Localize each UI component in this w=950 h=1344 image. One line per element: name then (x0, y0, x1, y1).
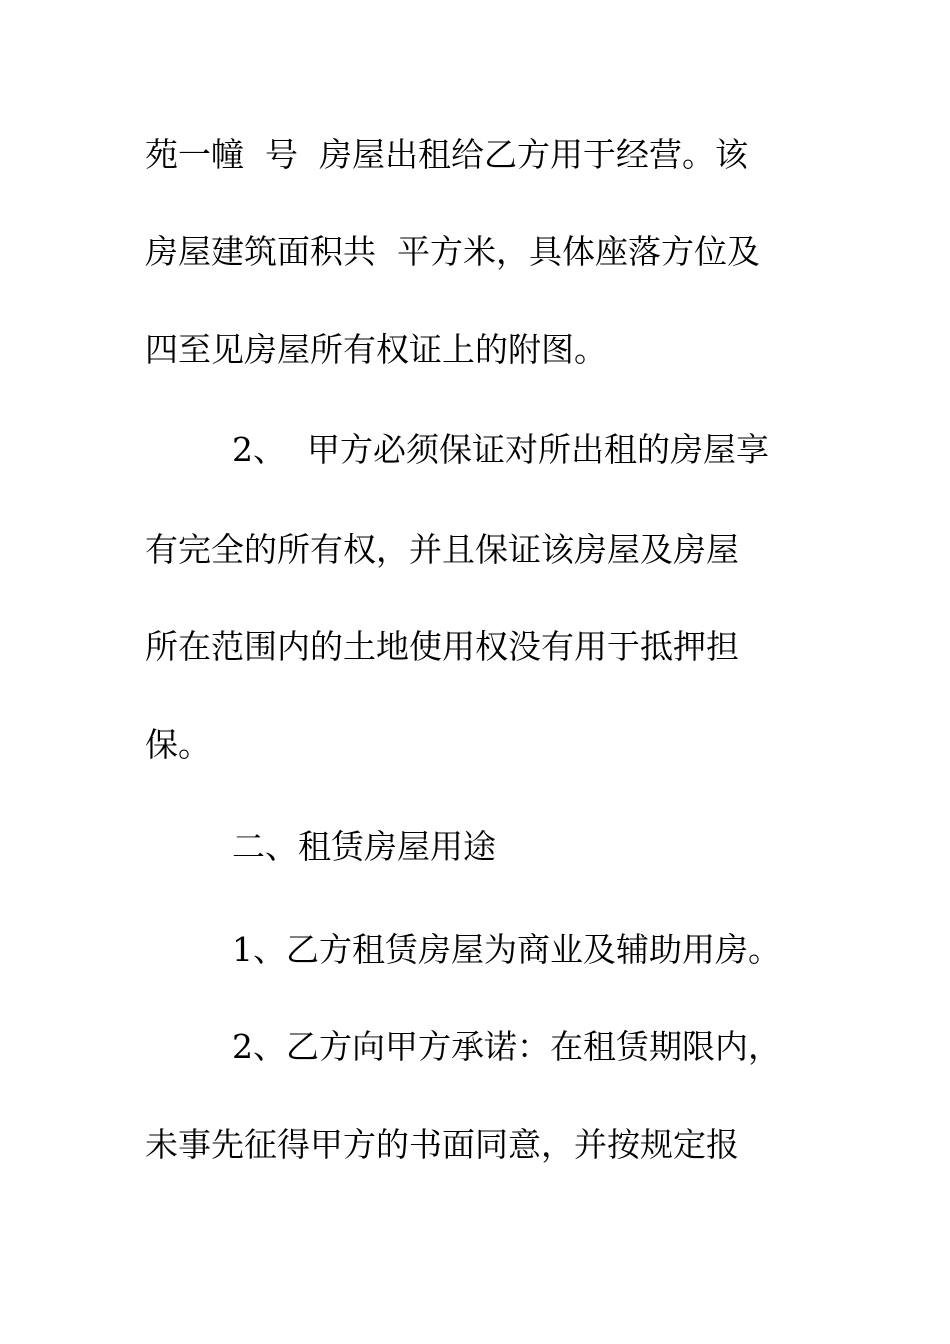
paragraph-line: 房屋建筑面积共 平方米，具体座落方位及 (145, 232, 760, 271)
paragraph-line: 2、 甲方必须保证对所出租的房屋享 (232, 430, 769, 469)
paragraph-line: 四至见房屋所有权证上的附图。 (145, 330, 607, 369)
paragraph-line: 苑一幢 号 房屋出租给乙方用于经营。该 (145, 135, 748, 174)
paragraph-line: 1、乙方租赁房屋为商业及辅助用房。 (232, 930, 781, 969)
paragraph-line: 2、乙方向甲方承诺：在租赁期限内， (232, 1027, 781, 1066)
paragraph-line: 有完全的所有权，并且保证该房屋及房屋 (145, 530, 739, 569)
paragraph-line: 未事先征得甲方的书面同意，并按规定报 (145, 1125, 739, 1164)
section-heading: 二、租赁房屋用途 (232, 827, 496, 866)
paragraph-line: 保。 (145, 725, 211, 764)
paragraph-line: 所在范围内的土地使用权没有用于抵押担 (145, 627, 739, 666)
